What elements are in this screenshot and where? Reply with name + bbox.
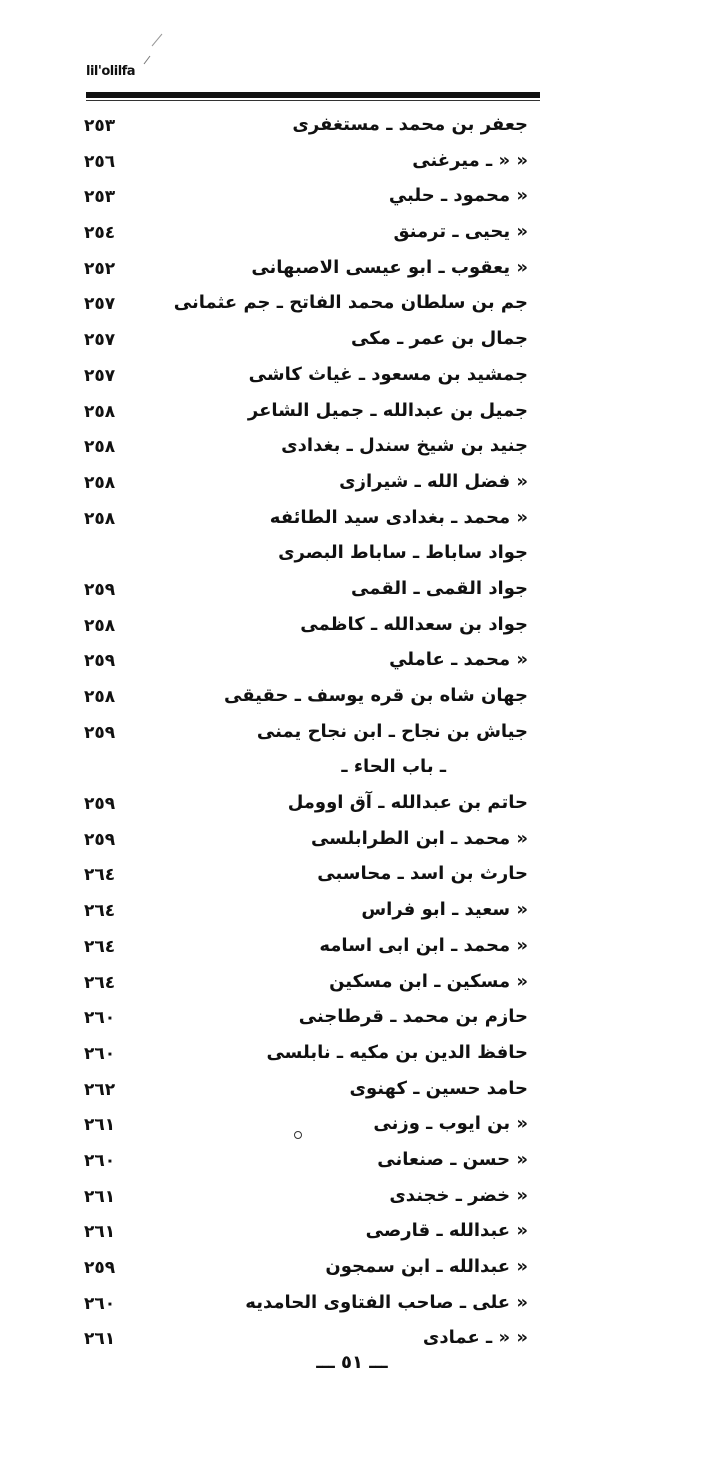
stray-circle-mark: [294, 1131, 302, 1139]
index-entry: [0, 326, 704, 362]
entry-page-number: ٢٥٦: [84, 151, 116, 172]
entry-name: جواد ساباط ـ ساباط البصرى: [278, 542, 528, 564]
entry-page-number: ٢٥٢: [84, 258, 116, 279]
entry-page-number: ٢٦٤: [84, 936, 116, 957]
entry-name: « بن ايوب ـ وزنى: [373, 1113, 528, 1135]
index-entry: [0, 969, 704, 1005]
index-entry: [0, 1111, 704, 1147]
entry-name: جم بن سلطان محمد الفاتح ـ جم عثمانى: [173, 292, 528, 314]
entry-page-number: ٢٦١: [84, 1115, 116, 1136]
entry-name: جمشيد بن مسعود ـ غياث كاشى: [248, 363, 528, 385]
entry-name: جهان شاه بن قره يوسف ـ حقيقى: [223, 685, 528, 706]
index-entry: [0, 540, 704, 576]
entry-page-number: ٢٦٠: [84, 1293, 116, 1314]
entry-name: « مسكين ـ ابن مسكين: [329, 970, 528, 992]
entry-page-number: ٢٥٧: [84, 294, 116, 315]
header-rule-thin: [86, 100, 540, 101]
index-entry: [0, 1004, 704, 1040]
entry-page-number: ٢٥٧: [84, 365, 116, 386]
index-entry: [0, 612, 704, 648]
entry-page-number: ٢٥٣: [84, 187, 116, 208]
header-rule: [86, 92, 540, 98]
entry-page-number: ٢٦٤: [84, 901, 116, 922]
entry-page-number: ٢٦٤: [84, 972, 116, 993]
index-list: [0, 112, 704, 1361]
entry-page-number: ٢٥٩: [84, 722, 116, 743]
entry-name: جمال بن عمر ـ مكى: [351, 328, 528, 350]
index-entry: [0, 505, 704, 541]
entry-name: « « ـ ميرغنى: [412, 149, 528, 171]
entry-page-number: ٢٥٩: [84, 579, 116, 600]
index-entry: [0, 897, 704, 933]
entry-name: « حسن ـ صنعانى: [377, 1148, 528, 1170]
index-entry: [0, 790, 704, 826]
index-entry: [0, 933, 704, 969]
entry-page-number: ٢٥٩: [84, 794, 116, 815]
section-heading: [0, 754, 704, 790]
entry-name: جياش بن نجاح ـ ابن نجاح يمنى: [256, 720, 528, 742]
entry-name: جواد بن سعدالله ـ كاظمى: [300, 613, 528, 635]
index-entry: [0, 683, 704, 719]
entry-name: « محمد ـ ابن ابى اسامه: [319, 934, 528, 956]
header-mark: lil'olilfa: [86, 64, 136, 79]
index-entry: [0, 1040, 704, 1076]
entry-name: ـ باب الحاء ـ: [341, 756, 446, 778]
entry-page-number: ٢٥٩: [84, 1258, 116, 1278]
pen-mark: [140, 30, 170, 70]
entry-page-number: ٢٥٧: [84, 330, 116, 351]
entry-name: حارث بن اسد ـ محاسبى: [317, 863, 528, 885]
entry-page-number: ٢٦٠: [84, 1043, 116, 1064]
index-entry: [0, 1076, 704, 1112]
page-number: ـــ ٥١ ـــ: [316, 1352, 388, 1373]
entry-name: « عبدالله ـ قارصى: [365, 1220, 528, 1242]
entry-page-number: ٢٥٨: [84, 401, 116, 422]
entry-page-number: ٢٥٨: [84, 472, 116, 493]
index-entry: [0, 1183, 704, 1219]
entry-page-number: ٢٥٣: [84, 116, 116, 136]
index-entry: [0, 469, 704, 505]
entry-name: « يعقوب ـ ابو عيسى الاصبهانى: [251, 256, 528, 278]
entry-name: جميل بن عبدالله ـ جميل الشاعر: [247, 399, 528, 421]
entry-name: « محمد ـ بغدادى سيد الطائفه: [269, 506, 528, 528]
index-entry: [0, 183, 704, 219]
entry-page-number: ٢٥٨: [84, 687, 116, 707]
entry-name: « محمد ـ ابن الطرابلسى: [310, 827, 528, 849]
entry-name: حافظ الدين بن مكيه ـ نابلسى: [266, 1041, 528, 1063]
entry-name: حامد حسين ـ كهنوى: [349, 1077, 528, 1099]
entry-name: « على ـ صاحب الفتاوى الحامديه: [245, 1291, 528, 1313]
index-entry: [0, 647, 704, 683]
entry-page-number: ٢٥٨: [84, 437, 116, 458]
entry-name: « محمود ـ حلبي: [388, 185, 528, 207]
entry-name: « فضل الله ـ شيرازى: [339, 470, 528, 492]
index-entry: [0, 1254, 704, 1290]
index-entry: [0, 576, 704, 612]
entry-page-number: ٢٦٤: [84, 865, 116, 886]
index-entry: [0, 398, 704, 434]
entry-page-number: ٢٥٨: [84, 508, 116, 529]
entry-name: حاتم بن عبدالله ـ آق اوومل: [287, 792, 528, 814]
index-entry: [0, 1290, 704, 1326]
entry-name: جعفر بن محمد ـ مستغفرى: [292, 114, 528, 135]
index-entry: [0, 719, 704, 755]
index-entry: [0, 219, 704, 255]
entry-name: « محمد ـ عاملي: [389, 649, 528, 671]
entry-name: جنيد بن شيخ سندل ـ بغدادى: [281, 435, 528, 457]
index-entry: [0, 290, 704, 326]
index-entry: [0, 148, 704, 184]
index-entry: [0, 1147, 704, 1183]
entry-name: « « ـ عمادى: [422, 1327, 528, 1349]
index-entry: [0, 1218, 704, 1254]
entry-name: حازم بن محمد ـ قرطاجنى: [298, 1006, 528, 1028]
entry-page-number: ٢٦٢: [84, 1079, 116, 1100]
index-entry: [0, 362, 704, 398]
entry-name: « خضر ـ خجندى: [389, 1184, 528, 1206]
entry-name: « يحيى ـ ترمنق: [393, 221, 528, 243]
entry-page-number: ٢٦١: [84, 1186, 116, 1207]
entry-page-number: ٢٥٩: [84, 829, 116, 850]
index-entry: [0, 826, 704, 862]
entry-page-number: ٢٥٩: [84, 651, 116, 672]
entry-page-number: ٢٦٠: [84, 1008, 116, 1029]
entry-page-number: ٢٦١: [84, 1222, 116, 1243]
entry-name: « عبدالله ـ ابن سمجون: [325, 1256, 528, 1277]
entry-name: « سعيد ـ ابو فراس: [361, 899, 528, 921]
entry-page-number: ٢٥٤: [84, 223, 116, 244]
entry-page-number: ٢٦٠: [84, 1150, 116, 1171]
index-entry: [0, 255, 704, 291]
entry-page-number: ٢٥٨: [84, 615, 116, 636]
entry-name: جواد القمى ـ القمى: [351, 577, 528, 599]
index-entry: [0, 433, 704, 469]
index-entry: [0, 112, 704, 148]
index-entry: [0, 861, 704, 897]
entry-page-number: ٢٦١: [84, 1329, 116, 1350]
